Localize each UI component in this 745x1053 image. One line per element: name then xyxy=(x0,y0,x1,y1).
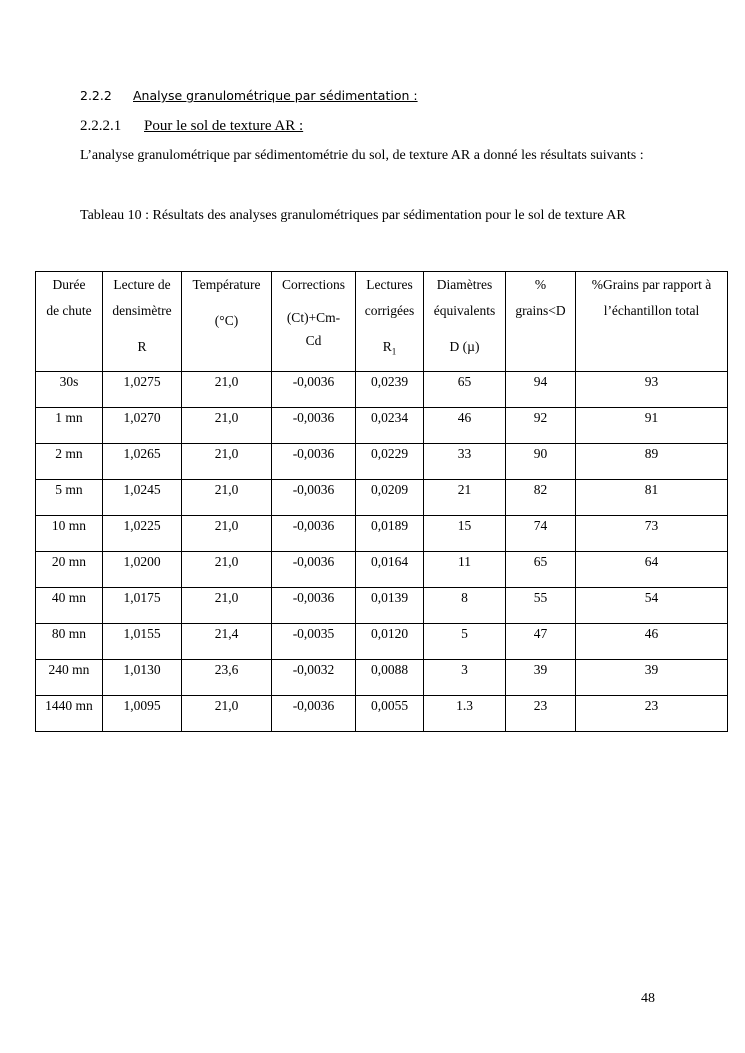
table-cell: 5 mn xyxy=(36,480,103,516)
table-cell: 1,0130 xyxy=(103,660,182,696)
table-row xyxy=(36,516,728,552)
table-cell: -0,0036 xyxy=(272,480,356,516)
table-cell: 3 xyxy=(424,660,506,696)
table-cell: 46 xyxy=(424,408,506,444)
table-cell: 1 mn xyxy=(36,408,103,444)
table-cell: 21,0 xyxy=(182,480,272,516)
table-cell: 73 xyxy=(576,516,728,552)
table-cell: 1,0175 xyxy=(103,588,182,624)
subsection-heading xyxy=(80,118,303,135)
table-cell: 65 xyxy=(424,372,506,408)
header-pct-grains: % grains<D xyxy=(506,272,576,372)
table-cell: 1,0275 xyxy=(103,372,182,408)
table-cell: 0,0164 xyxy=(356,552,424,588)
table-cell: -0,0035 xyxy=(272,624,356,660)
table-cell: 82 xyxy=(506,480,576,516)
table-cell: 33 xyxy=(424,444,506,480)
table-cell: 94 xyxy=(506,372,576,408)
table-cell: 1,0095 xyxy=(103,696,182,732)
table-cell: 21 xyxy=(424,480,506,516)
table-cell: 2 mn xyxy=(36,444,103,480)
table-cell: 21,0 xyxy=(182,552,272,588)
header-diametres: Diamètres équivalents D (µ) xyxy=(424,272,506,372)
table-cell: 23 xyxy=(576,696,728,732)
table-cell: 40 mn xyxy=(36,588,103,624)
table-cell: 21,0 xyxy=(182,408,272,444)
header-pct-total: %Grains par rapport à l’échantillon total xyxy=(576,272,728,372)
table-cell: 10 mn xyxy=(36,516,103,552)
table-cell: 92 xyxy=(506,408,576,444)
header-lectures-corrigees: Lectures corrigées $R_1$ xyxy=(356,272,424,372)
table-cell: 0,0209 xyxy=(356,480,424,516)
table-cell: 21,0 xyxy=(182,444,272,480)
section-number: 2.2.2 xyxy=(80,88,112,103)
table-cell: 30s xyxy=(36,372,103,408)
table-cell: 74 xyxy=(506,516,576,552)
table-row xyxy=(36,444,728,480)
table-row xyxy=(36,624,728,660)
section-title: Analyse granulométrique par sédimentation : xyxy=(133,88,418,103)
table-cell: 46 xyxy=(576,624,728,660)
table-cell: 0,0189 xyxy=(356,516,424,552)
table-cell: 65 xyxy=(506,552,576,588)
table-cell: 23 xyxy=(506,696,576,732)
table-cell: 0,0139 xyxy=(356,588,424,624)
table-cell: -0,0036 xyxy=(272,552,356,588)
table-cell: -0,0036 xyxy=(272,408,356,444)
table-cell: -0,0036 xyxy=(272,516,356,552)
header-lecture: Lecture de densimètre R xyxy=(103,272,182,372)
table-cell: 0,0088 xyxy=(356,660,424,696)
page-number: 48 xyxy=(641,991,655,1006)
header-duree: Durée de chute xyxy=(36,272,103,372)
table-cell: 89 xyxy=(576,444,728,480)
table-cell: 1,0265 xyxy=(103,444,182,480)
table-caption: Tableau 10 : Résultats des analyses granulométriques par sédimentation pour le sol de texture AR xyxy=(80,208,626,223)
table-cell: -0,0036 xyxy=(272,696,356,732)
table-cell: 64 xyxy=(576,552,728,588)
table-cell: 21,0 xyxy=(182,516,272,552)
table-cell: 0,0239 xyxy=(356,372,424,408)
table-cell: 1,0200 xyxy=(103,552,182,588)
table-cell: 55 xyxy=(506,588,576,624)
table-row xyxy=(36,588,728,624)
table-row xyxy=(36,480,728,516)
table-cell: 11 xyxy=(424,552,506,588)
table-cell: 21,4 xyxy=(182,624,272,660)
table-row xyxy=(36,696,728,732)
table-row xyxy=(36,660,728,696)
table-cell: 21,0 xyxy=(182,696,272,732)
table-cell: 5 xyxy=(424,624,506,660)
table-cell: 90 xyxy=(506,444,576,480)
table-cell: 240 mn xyxy=(36,660,103,696)
table-cell: 54 xyxy=(576,588,728,624)
table-row xyxy=(36,552,728,588)
table-cell: 23,6 xyxy=(182,660,272,696)
table-cell: 91 xyxy=(576,408,728,444)
table-cell: 0,0120 xyxy=(356,624,424,660)
table-cell: 80 mn xyxy=(36,624,103,660)
table-cell: 21,0 xyxy=(182,588,272,624)
table-cell: 47 xyxy=(506,624,576,660)
table-cell: 39 xyxy=(576,660,728,696)
table-cell: 1.3 xyxy=(424,696,506,732)
table-row xyxy=(36,372,728,408)
table-row xyxy=(36,408,728,444)
header-corrections: Corrections (Ct)+Cm- Cd xyxy=(272,272,356,372)
table-cell: 39 xyxy=(506,660,576,696)
table-cell: 8 xyxy=(424,588,506,624)
header-temperature: Température (°C) xyxy=(182,272,272,372)
table-cell: 0,0234 xyxy=(356,408,424,444)
table-cell: 81 xyxy=(576,480,728,516)
table-cell: 0,0055 xyxy=(356,696,424,732)
table-cell: -0,0036 xyxy=(272,444,356,480)
table-cell: 0,0229 xyxy=(356,444,424,480)
table-cell: 15 xyxy=(424,516,506,552)
results-table xyxy=(35,271,728,732)
table-cell: -0,0032 xyxy=(272,660,356,696)
table-cell: 21,0 xyxy=(182,372,272,408)
table-cell: -0,0036 xyxy=(272,588,356,624)
section-heading xyxy=(80,88,418,103)
table-cell: 1,0155 xyxy=(103,624,182,660)
table-cell: 1,0225 xyxy=(103,516,182,552)
table-cell: -0,0036 xyxy=(272,372,356,408)
intro-paragraph: L’analyse granulométrique par sédimentométrie du sol, de texture AR a donné les résultats suivants : xyxy=(80,148,644,163)
table-cell: 1,0270 xyxy=(103,408,182,444)
table-cell: 93 xyxy=(576,372,728,408)
table-header-row xyxy=(36,272,728,372)
subsection-number: 2.2.2.1 xyxy=(80,118,122,134)
table-cell: 1440 mn xyxy=(36,696,103,732)
table-cell: 1,0245 xyxy=(103,480,182,516)
subsection-title: Pour le sol de texture AR : xyxy=(144,118,304,134)
table-cell: 20 mn xyxy=(36,552,103,588)
